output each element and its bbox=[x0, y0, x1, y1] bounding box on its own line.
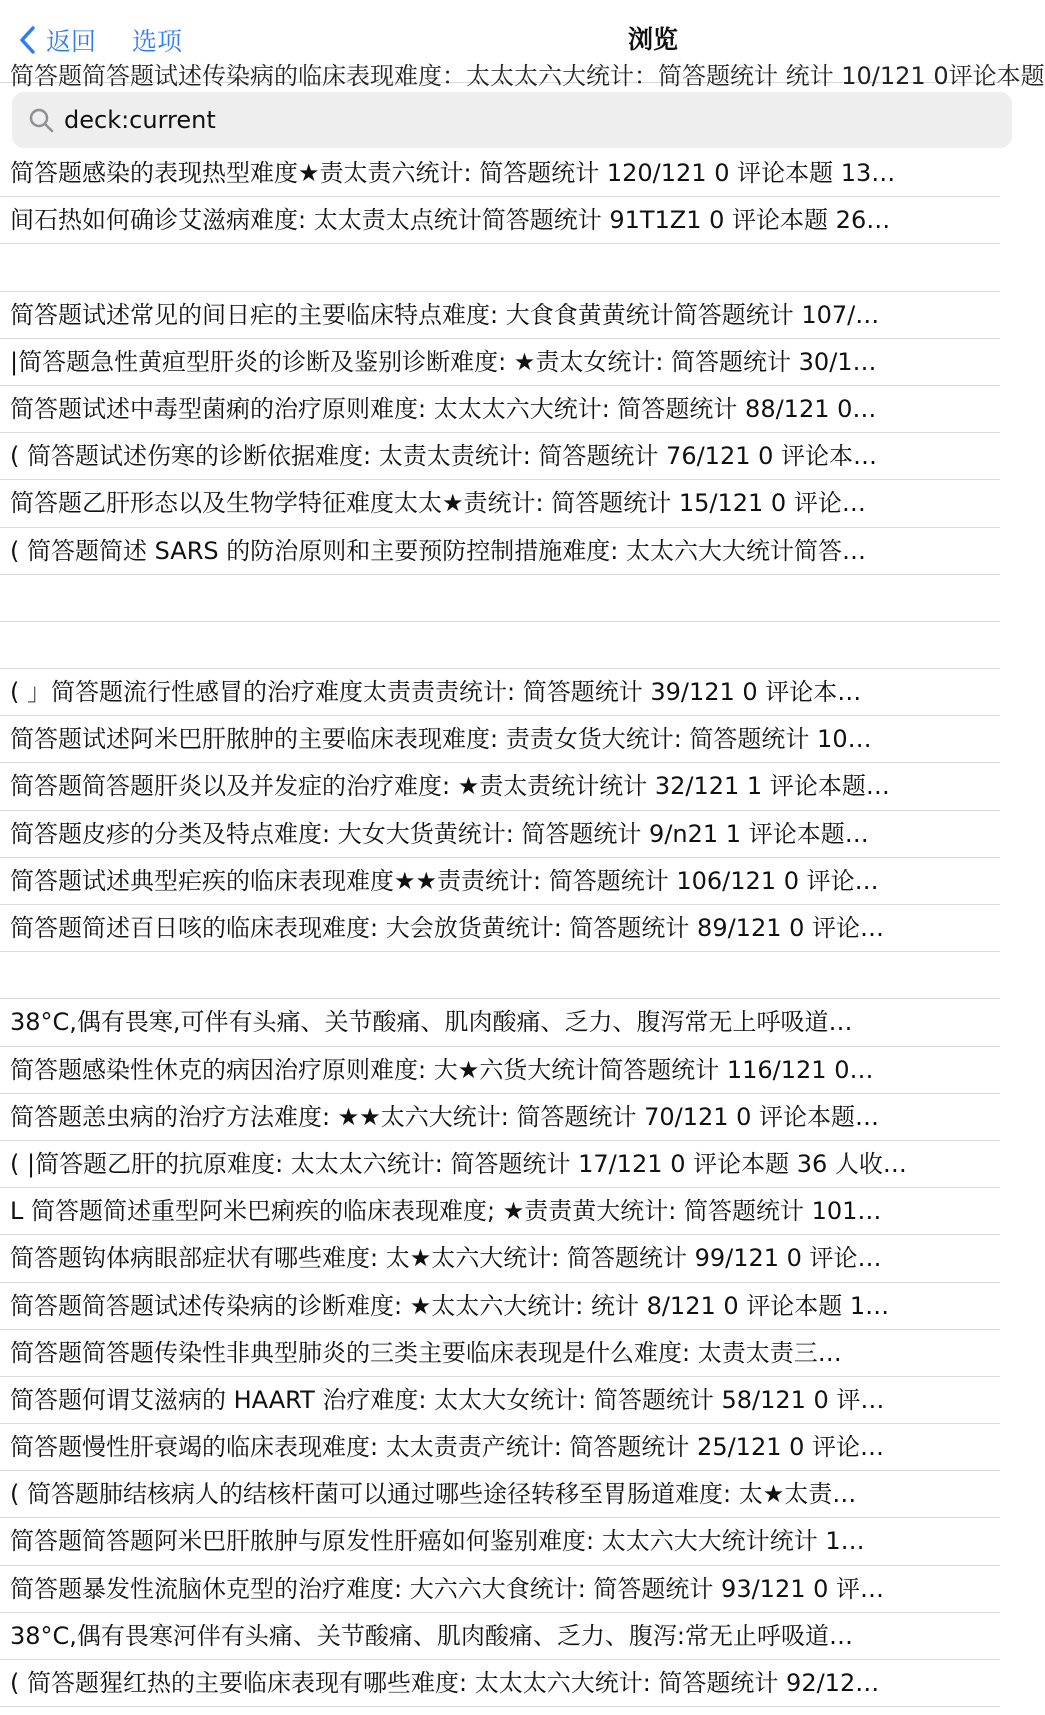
list-item[interactable] bbox=[0, 1330, 1000, 1377]
list-item[interactable] bbox=[0, 811, 1000, 858]
search-icon bbox=[28, 107, 54, 133]
list-item-text: ( 简答题简述 SARS 的防治原则和主要预防控制措施难度: 太太六大大统计简答… bbox=[10, 536, 866, 565]
list-item[interactable] bbox=[0, 1424, 1000, 1471]
list-item[interactable] bbox=[0, 1613, 1000, 1660]
list-item[interactable] bbox=[0, 480, 1000, 527]
list-item-text: 简答题感染性休克的病因治疗原则难度: 大★六货大统计简答题统计 116/121 0… bbox=[10, 1055, 874, 1084]
list-item[interactable] bbox=[0, 292, 1000, 339]
list-item[interactable] bbox=[0, 952, 1000, 999]
list-item-text: 简答题简述百日咳的临床表现难度: 大会放货黄统计: 简答题统计 89/121 0 评论… bbox=[10, 914, 885, 942]
list-item[interactable] bbox=[0, 386, 1000, 433]
list-item[interactable] bbox=[0, 905, 1000, 952]
list-item-text: 间石热如何确诊艾滋病难度: 太太责太点统计简答题统计 91T1Z1 0 评论本题 26… bbox=[10, 206, 891, 235]
list-item-text: ( 简答题肺结核病人的结核杆菌可以通过哪些途径转移至胃肠道难度: 太★太责… bbox=[10, 1480, 857, 1509]
list-item-text: 简答题慢性肝衰竭的临床表现难度: 太太责责产统计: 简答题统计 25/121 0 评论… bbox=[10, 1433, 885, 1462]
list-item[interactable] bbox=[0, 622, 1000, 669]
list-item-text: 简答题试述常见的间日疟的主要临床特点难度: 大食食黄黄统计简答题统计 107/… bbox=[10, 300, 880, 329]
list-item[interactable] bbox=[0, 669, 1000, 716]
list-item[interactable] bbox=[0, 1235, 1000, 1282]
back-label: 返回 bbox=[46, 27, 97, 56]
list-item[interactable] bbox=[0, 1188, 1000, 1235]
page-title: 浏览 bbox=[628, 25, 679, 54]
list-item[interactable] bbox=[0, 1566, 1000, 1613]
list-item[interactable] bbox=[0, 763, 1000, 810]
list-item[interactable] bbox=[0, 999, 1000, 1046]
list-item[interactable] bbox=[0, 1471, 1000, 1518]
list-item[interactable] bbox=[0, 244, 1000, 291]
list-item-text bbox=[10, 622, 965, 668]
list-item-text: ( 简答题猩红热的主要临床表现有哪些难度: 太太太六大统计: 简答题统计 92/12… bbox=[10, 1669, 880, 1697]
list-item-text: 简答题简答题肝炎以及并发症的治疗难度: ★责太责统计统计 32/121 1 评论本题… bbox=[10, 772, 890, 801]
search-bar[interactable] bbox=[12, 92, 1012, 148]
list-item[interactable] bbox=[0, 1660, 1000, 1707]
list-item-text: 38°C,偶有畏寒河伴有头痛、关节酸痛、肌肉酸痛、乏力、腹泻:常无止呼吸道… bbox=[10, 1621, 854, 1650]
list-item-text: ( |简答题乙肝的抗原难度: 太太太六统计: 简答题统计 17/121 0 评论本题 36 人收… bbox=[10, 1149, 907, 1178]
list-item[interactable] bbox=[0, 1141, 1000, 1188]
list-item[interactable] bbox=[0, 575, 1000, 622]
list-item-text: 简答题恙虫病的治疗方法难度: ★★太六大统计: 简答题统计 70/121 0 评论本题… bbox=[10, 1102, 880, 1131]
list-item-text: L 简答题简述重型阿米巴痢疾的临床表现难度; ★责责黄大统计: 简答题统计 101… bbox=[10, 1197, 882, 1226]
list-item-text: 简答题皮疹的分类及特点难度: 大女大货黄统计: 简答题统计 9/n21 1 评论本题… bbox=[10, 819, 869, 848]
list-item-text: 简答题试述中毒型菌痢的治疗原则难度: 太太太六大统计: 简答题统计 88/121 0… bbox=[10, 394, 877, 423]
list-item-text: 简答题何谓艾滋病的 HAART 治疗难度: 太太大女统计: 简答题统计 58/121 0 评… bbox=[10, 1385, 885, 1414]
list-item-text: |简答题急性黄疸型肝炎的诊断及鉴别诊断难度: ★责太女统计: 简答题统计 30/1… bbox=[10, 347, 877, 376]
list-item-text bbox=[10, 952, 965, 998]
list-item-text bbox=[10, 244, 965, 290]
search-input[interactable] bbox=[64, 106, 924, 134]
list-item-clipped[interactable] bbox=[0, 62, 1045, 90]
list-item[interactable] bbox=[0, 1047, 1000, 1094]
list-item-text: 简答题试述阿米巴肝脓肿的主要临床表现难度: 责责女货大统计: 简答题统计 10… bbox=[10, 725, 872, 754]
list-item-text: ( 」简答题流行性感冒的治疗难度太责责责统计: 简答题统计 39/121 0 评论本… bbox=[10, 678, 862, 707]
list-item[interactable] bbox=[0, 1518, 1000, 1565]
list-item[interactable] bbox=[0, 858, 1000, 905]
list-item-text: 简答题简答题试述传染病的诊断难度: ★太太六大统计: 统计 8/121 0 评论本题 1… bbox=[10, 1291, 890, 1320]
list-item-text: 简答题暴发性流脑休克型的治疗难度: 大六六大食统计: 简答题统计 93/121 0 评… bbox=[10, 1574, 885, 1603]
list-item-text: 简答题乙肝形态以及生物学特征难度太太★责统计: 简答题统计 15/121 0 评论… bbox=[10, 489, 866, 518]
list-item[interactable] bbox=[0, 197, 1000, 244]
list-item-text: ( 简答题试述伤寒的诊断依据难度: 太责太责统计: 简答题统计 76/121 0 评论本… bbox=[10, 442, 878, 471]
list-item[interactable] bbox=[0, 150, 1000, 197]
list-item[interactable] bbox=[0, 1283, 1000, 1330]
list-item[interactable] bbox=[0, 1094, 1000, 1141]
list-item[interactable] bbox=[0, 716, 1000, 763]
list-item-text: 简答题简答题阿米巴肝脓肿与原发性肝癌如何鉴别难度: 太太六大大统计统计 1… bbox=[10, 1527, 865, 1556]
list-item-text: 简答题感染的表现热型难度★责太责六统计: 简答题统计 120/121 0 评论本题 13… bbox=[10, 159, 896, 187]
list-item-text: 简答题试述典型疟疾的临床表现难度★★责责统计: 简答题统计 106/121 0 评论… bbox=[10, 866, 879, 895]
list-item-text bbox=[10, 575, 965, 621]
list-item[interactable] bbox=[0, 339, 1000, 386]
card-list bbox=[0, 150, 1000, 1707]
list-item-text: 简答题简答题传染性非典型肺炎的三类主要临床表现是什么难度: 太责太责三… bbox=[10, 1338, 842, 1367]
options-button[interactable]: 选项 bbox=[132, 27, 183, 56]
list-item-text: 38°C,偶有畏寒,可伴有头痛、关节酸痛、肌肉酸痛、乏力、腹泻常无上呼吸道… bbox=[10, 1008, 853, 1037]
list-item[interactable] bbox=[0, 1377, 1000, 1424]
list-item-text: 简答题钩体病眼部症状有哪些难度: 太★太六大统计: 简答题统计 99/121 0 评论… bbox=[10, 1244, 882, 1273]
list-item[interactable] bbox=[0, 433, 1000, 480]
list-item[interactable] bbox=[0, 528, 1000, 575]
list-item-clipped-text: 简答题简答题试述传染病的临床表现难度：太太太六大统计：简答题统计 统计 10/121 0评论本题 bbox=[10, 62, 1045, 90]
